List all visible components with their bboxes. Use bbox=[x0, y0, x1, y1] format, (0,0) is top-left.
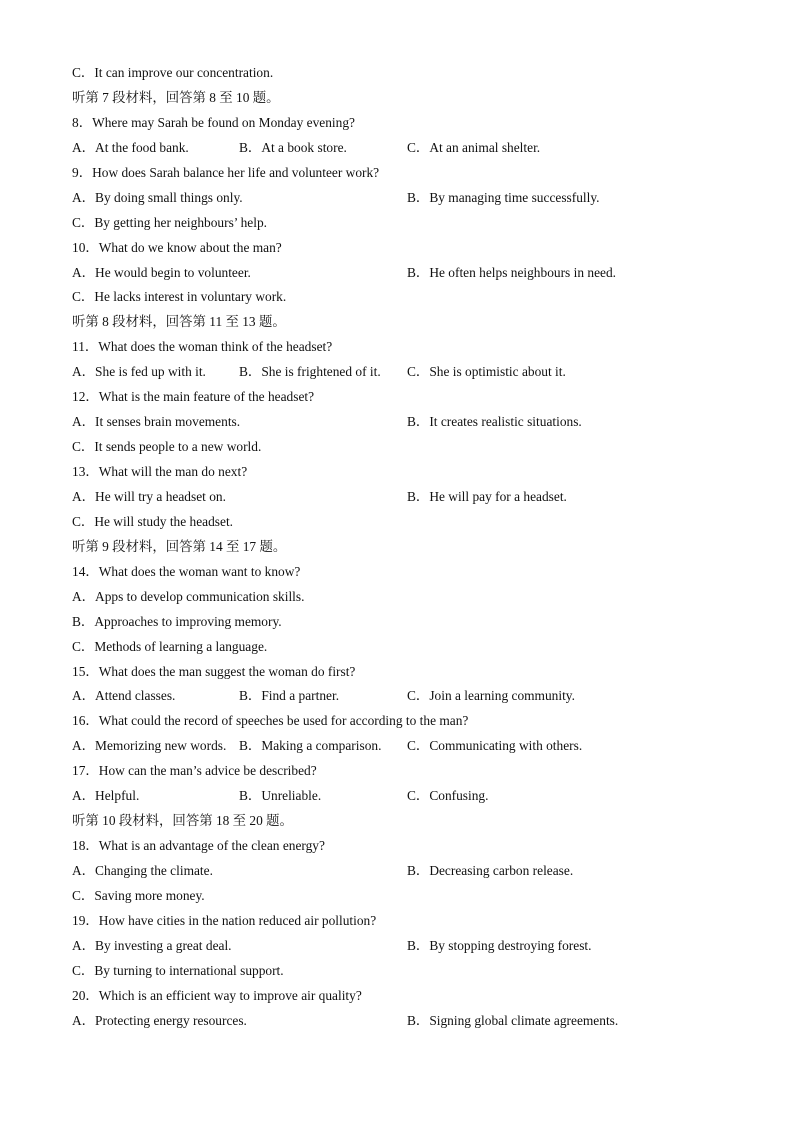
section-heading bbox=[72, 535, 732, 560]
option-row bbox=[72, 285, 732, 310]
answer-option: A．By investing a great deal. bbox=[72, 937, 232, 953]
option-row bbox=[72, 261, 732, 286]
option-row bbox=[72, 61, 732, 86]
answer-option: A．She is fed up with it. bbox=[72, 364, 206, 380]
question-text: 9．How does Sarah balance her life and volunteer work? bbox=[72, 164, 380, 180]
option-row bbox=[72, 136, 732, 161]
question-stem bbox=[72, 460, 732, 485]
option-row bbox=[72, 435, 732, 460]
answer-option: B．By managing time successfully. bbox=[407, 189, 600, 205]
question-stem bbox=[72, 660, 732, 685]
question-text: 10．What do we know about the man? bbox=[72, 239, 282, 255]
answer-option: C．He lacks interest in voluntary work. bbox=[72, 289, 287, 305]
answer-option: C．Confusing. bbox=[407, 788, 489, 804]
answer-option: C．Communicating with others. bbox=[407, 738, 583, 754]
answer-option: A．Helpful. bbox=[72, 788, 140, 804]
option-row bbox=[72, 410, 732, 435]
question-stem bbox=[72, 236, 732, 261]
section-heading bbox=[72, 310, 732, 335]
listening-questions bbox=[72, 61, 732, 1034]
answer-option: A．Memorizing new words. bbox=[72, 738, 227, 754]
question-text: 15．What does the man suggest the woman do first? bbox=[72, 663, 356, 679]
section-heading bbox=[72, 809, 732, 834]
option-row bbox=[72, 510, 732, 535]
answer-option: A．Changing the climate. bbox=[72, 863, 213, 878]
answer-option: B．Decreasing carbon release. bbox=[407, 863, 574, 878]
option-row bbox=[72, 784, 732, 809]
answer-option: B．Signing global climate agreements. bbox=[407, 1012, 619, 1028]
option-row bbox=[72, 186, 732, 211]
answer-option: C．At an animal shelter. bbox=[407, 139, 541, 155]
answer-option: C．He will study the headset. bbox=[72, 513, 234, 529]
section-heading bbox=[72, 86, 732, 111]
question-text: 19．How have cities in the nation reduced air pollution? bbox=[72, 912, 377, 928]
answer-option: A．It senses brain movements. bbox=[72, 414, 241, 430]
option-row bbox=[72, 360, 732, 385]
option-row bbox=[72, 684, 732, 709]
answer-option: A．Apps to develop communication skills. bbox=[72, 588, 305, 604]
answer-option: C．By turning to international support. bbox=[72, 962, 284, 978]
answer-option: A．He will try a headset on. bbox=[72, 488, 226, 504]
answer-option: A．Attend classes. bbox=[72, 688, 176, 704]
question-stem bbox=[72, 759, 732, 784]
question-stem bbox=[72, 909, 732, 934]
section-text: 听第 10 段材料，回答第 18 至 20 题。 bbox=[72, 813, 293, 829]
question-stem bbox=[72, 385, 732, 410]
question-stem bbox=[72, 834, 732, 859]
answer-option: C．It sends people to a new world. bbox=[72, 439, 262, 455]
answer-option: B．Find a partner. bbox=[239, 688, 340, 704]
option-row bbox=[72, 585, 732, 610]
answer-option: C．By getting her neighbours’ help. bbox=[72, 214, 268, 230]
question-text: 12．What is the main feature of the headset? bbox=[72, 389, 315, 405]
option-row bbox=[72, 1009, 732, 1034]
question-text: 11．What does the woman think of the headset? bbox=[72, 339, 333, 355]
answer-option: C．Methods of learning a language. bbox=[72, 638, 268, 654]
section-text: 听第 8 段材料，回答第 11 至 13 题。 bbox=[72, 314, 286, 330]
answer-option: B．He will pay for a headset. bbox=[407, 488, 567, 504]
answer-option: B．Unreliable. bbox=[239, 788, 322, 804]
section-text: 听第 7 段材料，回答第 8 至 10 题。 bbox=[72, 89, 280, 105]
option-row bbox=[72, 934, 732, 959]
question-text: 16．What could the record of speeches be used for according to the man? bbox=[72, 713, 469, 729]
option-row bbox=[72, 859, 732, 884]
answer-option: A．At the food bank. bbox=[72, 139, 189, 155]
question-text: 8．Where may Sarah be found on Monday evening? bbox=[72, 114, 355, 130]
option-row bbox=[72, 959, 732, 984]
question-stem bbox=[72, 984, 732, 1009]
option-row bbox=[72, 635, 732, 660]
option-row bbox=[72, 485, 732, 510]
answer-option: C．Join a learning community. bbox=[407, 688, 575, 704]
answer-option: A．By doing small things only. bbox=[72, 189, 243, 205]
answer-option: B．It creates realistic situations. bbox=[407, 414, 582, 430]
option-row bbox=[72, 734, 732, 759]
answer-option: A．He would begin to volunteer. bbox=[72, 264, 251, 280]
answer-option: A．Protecting energy resources. bbox=[72, 1012, 247, 1028]
option-row bbox=[72, 884, 732, 909]
question-text: 20．Which is an efficient way to improve air quality? bbox=[72, 987, 362, 1003]
option-row bbox=[72, 211, 732, 236]
section-text: 听第 9 段材料，回答第 14 至 17 题。 bbox=[72, 538, 287, 554]
question-stem bbox=[72, 111, 732, 136]
answer-option: B．He often helps neighbours in need. bbox=[407, 264, 616, 280]
answer-option: B．Making a comparison. bbox=[239, 738, 382, 754]
answer-option: C．Saving more money. bbox=[72, 887, 205, 903]
question-stem bbox=[72, 560, 732, 585]
answer-option: C．It can improve our concentration. bbox=[72, 65, 274, 80]
answer-option: C．She is optimistic about it. bbox=[407, 364, 566, 380]
answer-option: B．She is frightened of it. bbox=[239, 364, 381, 380]
option-row bbox=[72, 610, 732, 635]
answer-option: B．Approaches to improving memory. bbox=[72, 613, 282, 629]
question-stem bbox=[72, 335, 732, 360]
question-text: 18．What is an advantage of the clean energy? bbox=[72, 838, 325, 854]
question-text: 14．What does the woman want to know? bbox=[72, 563, 301, 579]
answer-option: B．By stopping destroying forest. bbox=[407, 937, 592, 953]
question-text: 13．What will the man do next? bbox=[72, 464, 248, 479]
question-stem bbox=[72, 161, 732, 186]
answer-option: B．At a book store. bbox=[239, 139, 347, 155]
question-text: 17．How can the man’s advice be described? bbox=[72, 763, 317, 779]
question-stem bbox=[72, 709, 732, 734]
